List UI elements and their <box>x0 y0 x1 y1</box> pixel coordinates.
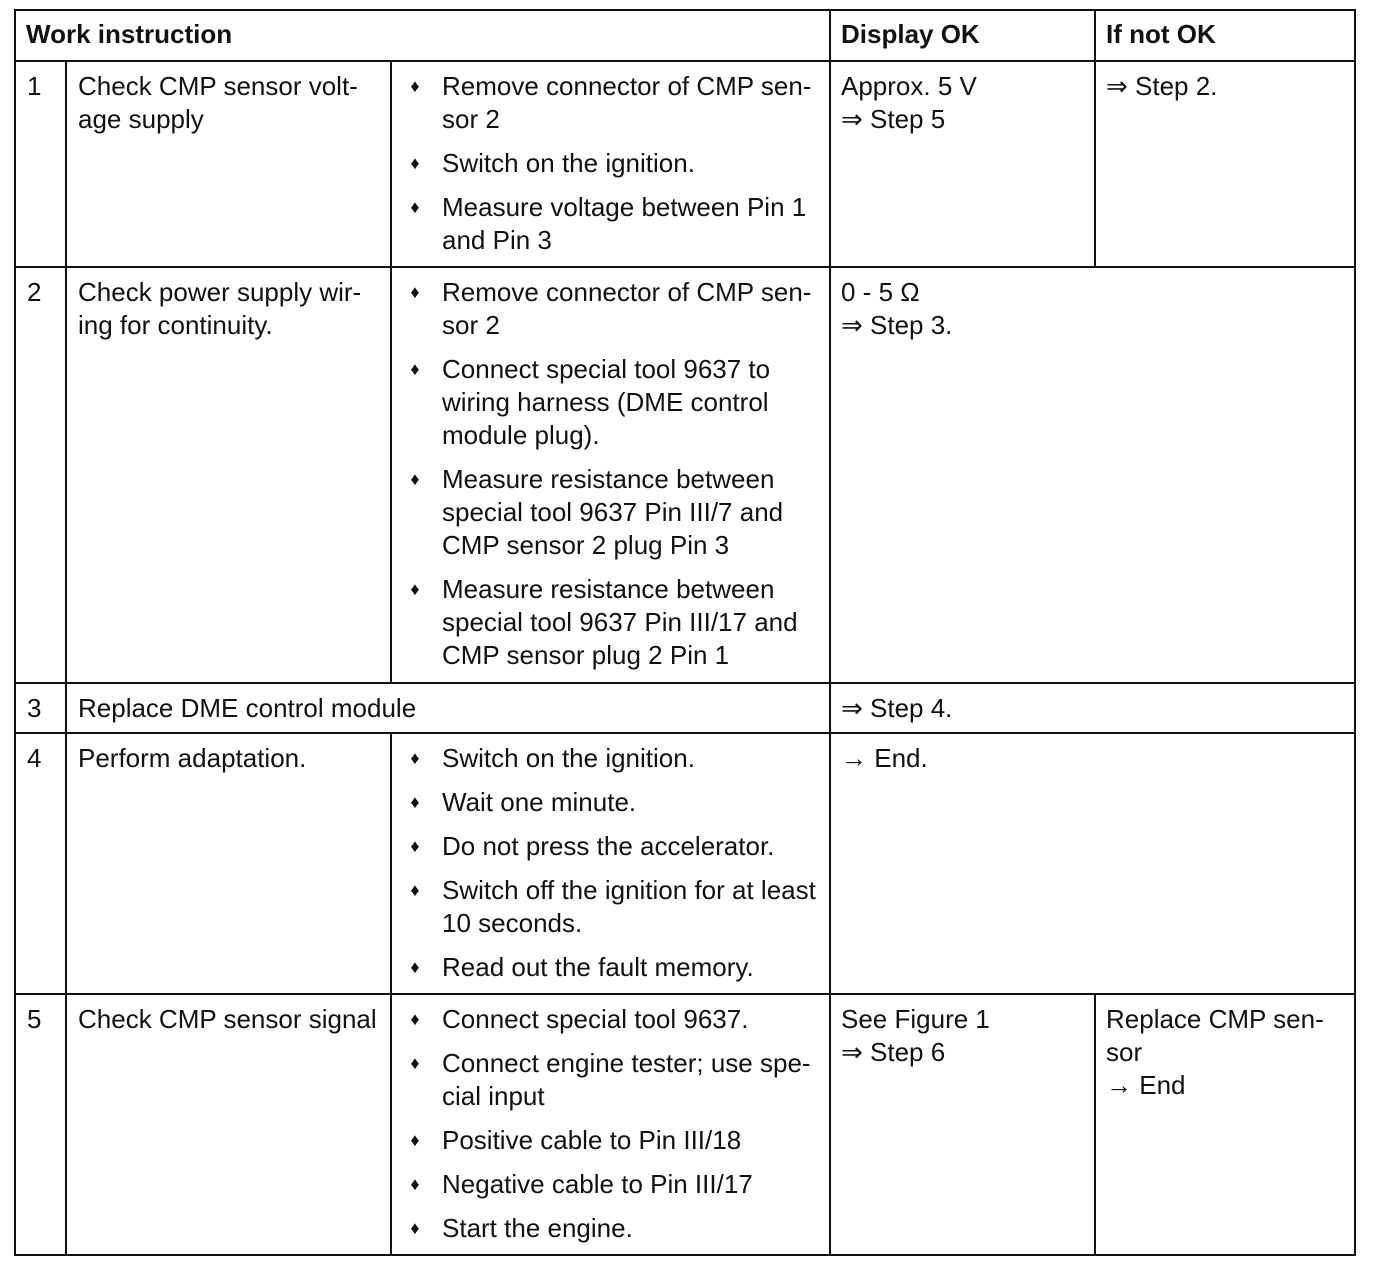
diamond-bullet-icon: ♦ <box>410 748 420 768</box>
step-number: 4 <box>15 733 66 994</box>
step-instructions <box>391 994 830 1255</box>
display-ok-cell: See Figure 1 ⇒ Step 6 <box>830 994 1095 1255</box>
work-instruction-table <box>14 9 1356 1256</box>
diamond-bullet-icon: ♦ <box>410 359 420 379</box>
diamond-bullet-icon: ♦ <box>410 792 420 812</box>
if-not-ok-cell: Replace CMP sen- sor → End <box>1095 994 1355 1255</box>
list-item: ♦ Positive cable to Pin III/18 <box>404 1124 821 1157</box>
list-item: ♦ Switch on the ignition. <box>404 147 821 180</box>
list-item: ♦ Measure resistance between special tool 9637 Pin III/7 and CMP sensor 2 plug Pin 3 <box>404 463 821 562</box>
diamond-bullet-icon: ♦ <box>410 1174 420 1194</box>
diamond-bullet-icon: ♦ <box>410 153 420 173</box>
diamond-bullet-icon: ♦ <box>410 76 420 96</box>
list-item: ♦ Do not press the accelerator. <box>404 830 821 863</box>
diamond-bullet-icon: ♦ <box>410 1130 420 1150</box>
diamond-bullet-icon: ♦ <box>410 836 420 856</box>
list-item: ♦ Connect special tool 9637. <box>404 1003 821 1036</box>
step-instructions <box>391 267 830 683</box>
table-row <box>15 683 1355 733</box>
step-title: Replace DME control module <box>66 683 830 733</box>
list-item: ♦ Negative cable to Pin III/17 <box>404 1168 821 1201</box>
list-item: ♦ Wait one minute. <box>404 786 821 819</box>
display-ok-cell: Approx. 5 V ⇒ Step 5 <box>830 61 1095 267</box>
list-item: ♦ Measure resistance between special tool 9637 Pin III/17 and CMP sensor plug 2 Pin 1 <box>404 573 821 672</box>
step-instructions <box>391 61 830 267</box>
diamond-bullet-icon: ♦ <box>410 1218 420 1238</box>
step-title: Check power supply wir- ing for continuity. <box>66 267 391 683</box>
diamond-bullet-icon: ♦ <box>410 469 420 489</box>
step-title: Perform adaptation. <box>66 733 391 994</box>
table-row <box>15 61 1355 267</box>
list-item: ♦ Remove connector of CMP sen- sor 2 <box>404 70 821 136</box>
diamond-bullet-icon: ♦ <box>410 957 420 977</box>
diamond-bullet-icon: ♦ <box>410 579 420 599</box>
step-number: 5 <box>15 994 66 1255</box>
display-ok-cell: 0 - 5 Ω ⇒ Step 3. <box>830 267 1355 683</box>
diamond-bullet-icon: ♦ <box>410 197 420 217</box>
list-item: ♦ Switch on the ignition. <box>404 742 821 775</box>
table-row <box>15 267 1355 683</box>
diamond-bullet-icon: ♦ <box>410 1009 420 1029</box>
list-item: ♦ Read out the fault memory. <box>404 951 821 984</box>
header-work-instruction: Work instruction <box>15 10 830 61</box>
header-if-not-ok: If not OK <box>1095 10 1355 61</box>
table-row <box>15 733 1355 994</box>
diamond-bullet-icon: ♦ <box>410 880 420 900</box>
display-ok-cell: → End. <box>830 733 1355 994</box>
list-item: ♦ Connect engine tester; use spe- cial input <box>404 1047 821 1113</box>
table-row <box>15 994 1355 1255</box>
display-ok-cell: ⇒ Step 4. <box>830 683 1355 733</box>
list-item: ♦ Switch off the ignition for at least 10 seconds. <box>404 874 821 940</box>
step-title: Check CMP sensor signal <box>66 994 391 1255</box>
step-title: Check CMP sensor volt- age supply <box>66 61 391 267</box>
diamond-bullet-icon: ♦ <box>410 1053 420 1073</box>
list-item: ♦ Measure voltage between Pin 1 and Pin 3 <box>404 191 821 257</box>
step-number: 3 <box>15 683 66 733</box>
step-number: 2 <box>15 267 66 683</box>
list-item: ♦ Start the engine. <box>404 1212 821 1245</box>
diamond-bullet-icon: ♦ <box>410 282 420 302</box>
list-item: ♦ Remove connector of CMP sen- sor 2 <box>404 276 821 342</box>
step-instructions <box>391 733 830 994</box>
list-item: ♦ Connect special tool 9637 to wiring harness (DME control module plug). <box>404 353 821 452</box>
step-number: 1 <box>15 61 66 267</box>
header-row <box>15 10 1355 61</box>
header-display-ok: Display OK <box>830 10 1095 61</box>
if-not-ok-cell: ⇒ Step 2. <box>1095 61 1355 267</box>
